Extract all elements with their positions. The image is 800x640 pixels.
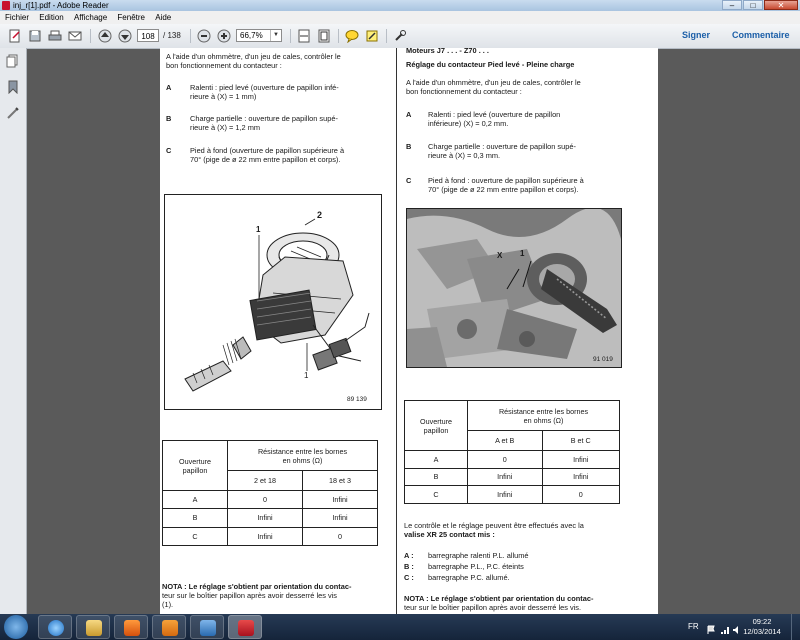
menu-aide[interactable]: Aide bbox=[155, 13, 172, 22]
table-row: B Infini Infini bbox=[405, 468, 620, 486]
table-header-col: Ouverture papillon bbox=[163, 441, 228, 491]
table-row: A 0 Infini bbox=[163, 491, 378, 509]
item-text: rieure à (X) = 1,2 mm bbox=[190, 123, 261, 132]
taskbar-app[interactable] bbox=[190, 615, 224, 639]
system-clock[interactable] bbox=[740, 617, 784, 637]
close-button[interactable]: ✕ bbox=[764, 0, 798, 10]
comment-button[interactable]: Commentaire bbox=[732, 30, 790, 40]
item-text: rieure à (X) = 0,3 mm. bbox=[428, 151, 501, 160]
bookmarks-icon[interactable] bbox=[6, 80, 20, 94]
toolbar bbox=[0, 24, 800, 49]
start-button[interactable] bbox=[4, 615, 28, 639]
print-icon[interactable] bbox=[48, 29, 62, 43]
photo-label-x: X bbox=[497, 251, 503, 260]
table-row: B Infini Infini bbox=[163, 509, 378, 527]
outlook-icon bbox=[162, 620, 178, 636]
taskbar-adobe-reader[interactable] bbox=[228, 615, 262, 639]
photo-ref: 91 019 bbox=[593, 356, 613, 363]
page-number-input[interactable]: 108 bbox=[137, 29, 159, 42]
bar-letter: A : bbox=[404, 551, 414, 560]
item-text: Ralenti : pied levé (ouverture de papillon infé- bbox=[190, 83, 339, 92]
photo-label-1: 1 bbox=[520, 249, 525, 258]
bar-text: barregraphe ralenti P.L. allumé bbox=[428, 551, 529, 560]
fit-page-icon[interactable] bbox=[317, 29, 331, 43]
page-total: / 138 bbox=[163, 31, 181, 40]
save-icon[interactable] bbox=[28, 29, 42, 43]
app-icon bbox=[200, 620, 216, 636]
create-icon[interactable] bbox=[8, 29, 22, 43]
item-letter: B bbox=[406, 142, 412, 151]
taskbar-explorer[interactable] bbox=[76, 615, 110, 639]
signatures-icon[interactable] bbox=[6, 106, 20, 120]
check-line: Le contrôle et le réglage peuvent être effectués avec la bbox=[404, 521, 584, 530]
item-letter: B bbox=[166, 114, 172, 123]
item-text: inférieure) (X) = 0,2 mm. bbox=[428, 119, 509, 128]
engine-photo bbox=[407, 209, 621, 367]
fit-width-icon[interactable] bbox=[297, 29, 311, 43]
table-row: C Infini 0 bbox=[163, 527, 378, 545]
email-icon[interactable] bbox=[68, 29, 82, 43]
clock-time: 09:22 bbox=[752, 617, 772, 626]
figure-ref: 89 139 bbox=[347, 396, 367, 403]
resistance-table-left bbox=[162, 440, 378, 546]
item-letter: C bbox=[406, 176, 412, 185]
show-desktop-button[interactable] bbox=[791, 614, 800, 640]
highlight-icon[interactable] bbox=[365, 29, 379, 43]
adobe-reader-icon bbox=[2, 1, 10, 10]
table-header-span: Résistance entre les bornes en ohms (Ω) bbox=[468, 401, 620, 431]
table-row: A 0 Infini bbox=[405, 451, 620, 469]
taskbar-outlook[interactable] bbox=[152, 615, 186, 639]
next-page-icon[interactable] bbox=[118, 29, 132, 43]
note-line: teur sur le boîtier papillon après avoir desserré les vis. bbox=[404, 603, 582, 612]
media-player-icon bbox=[124, 620, 140, 636]
taskbar bbox=[0, 614, 800, 640]
sign-button[interactable]: Signer bbox=[682, 30, 711, 40]
window-controls bbox=[722, 0, 798, 11]
table-subheader: 18 et 3 bbox=[303, 471, 378, 491]
adobe-reader-icon bbox=[238, 620, 254, 636]
section-subtitle: Réglage du contacteur Pied levé - Pleine charge bbox=[406, 60, 575, 69]
taskbar-ie[interactable] bbox=[38, 615, 72, 639]
throttle-body-figure bbox=[164, 194, 382, 410]
item-text: rieure à (X) = 1 mm) bbox=[190, 92, 257, 101]
menu-affichage[interactable]: Affichage bbox=[73, 13, 108, 22]
intro-line: bon fonctionnement du contacteur : bbox=[166, 61, 282, 70]
window-title: inj_r[1].pdf - Adobe Reader bbox=[13, 1, 109, 10]
zoom-in-icon[interactable] bbox=[217, 29, 231, 43]
minimize-button[interactable]: – bbox=[722, 0, 742, 10]
item-letter: A bbox=[406, 110, 412, 119]
intro-line: A l'aide d'un ohmmètre, d'un jeu de cales, contrôler le bbox=[166, 52, 341, 61]
table-row: C Infini 0 bbox=[405, 486, 620, 504]
language-indicator[interactable]: FR bbox=[688, 622, 699, 631]
previous-page-icon[interactable] bbox=[98, 29, 112, 43]
table-subheader: A et B bbox=[468, 431, 543, 451]
zoom-select[interactable] bbox=[236, 29, 282, 42]
note-line: teur sur le boîtier papillon après avoir desserré les vis bbox=[162, 591, 337, 600]
item-letter: A bbox=[166, 83, 172, 92]
item-text: Ralenti : pied levé (ouverture de papillon bbox=[428, 110, 561, 119]
figure-label-2: 2 bbox=[317, 210, 323, 220]
throttle-body-drawing bbox=[165, 195, 381, 409]
intro-line: bon fonctionnement du contacteur : bbox=[406, 87, 522, 96]
menu-edition[interactable]: Edition bbox=[39, 13, 64, 22]
item-text: 70° (pige de ø 22 mm entre papillon et corps). bbox=[190, 155, 341, 164]
item-text: Charge partielle : ouverture de papillon supé- bbox=[428, 142, 576, 151]
maximize-button[interactable]: □ bbox=[743, 0, 763, 10]
note-line: (1). bbox=[162, 600, 174, 609]
menu-fenetre[interactable]: Fenêtre bbox=[117, 13, 145, 22]
item-text: Charge partielle : ouverture de papillon supé- bbox=[190, 114, 338, 123]
bar-letter: B : bbox=[404, 562, 414, 571]
pdf-page bbox=[160, 48, 658, 614]
comment-bubble-icon[interactable] bbox=[345, 29, 359, 43]
internet-explorer-icon bbox=[48, 620, 64, 636]
navigation-pane bbox=[0, 48, 27, 614]
zoom-out-icon[interactable] bbox=[197, 29, 211, 43]
intro-line: A l'aide d'un ohmmètre, d'un jeu de cales, contrôler le bbox=[406, 78, 581, 87]
engine-photo-figure bbox=[406, 208, 622, 368]
page-thumbnails-icon[interactable] bbox=[6, 54, 20, 68]
menu-bar bbox=[0, 11, 800, 25]
resistance-table-right bbox=[404, 400, 620, 504]
note-line: NOTA : Le réglage s'obtient par orientation du contac- bbox=[162, 582, 352, 591]
item-letter: C bbox=[166, 146, 172, 155]
item-text: Pied à fond (ouverture de papillon supérieure à bbox=[190, 146, 345, 155]
item-text: 70° (pige de ø 22 mm entre papillon et corps). bbox=[428, 185, 579, 194]
tools-icon[interactable] bbox=[393, 29, 407, 43]
network-icon[interactable] bbox=[720, 622, 730, 632]
title-bar bbox=[0, 0, 800, 11]
bar-letter: C : bbox=[404, 573, 414, 582]
bar-text: barregraphe P.C. allumé. bbox=[428, 573, 510, 582]
clock-date: 12/03/2014 bbox=[743, 627, 781, 636]
folder-icon bbox=[86, 620, 102, 636]
bar-text: barregraphe P.L., P.C. éteints bbox=[428, 562, 524, 571]
menu-fichier[interactable]: Fichier bbox=[5, 13, 30, 22]
check-line: valise XR 25 contact mis : bbox=[404, 530, 495, 539]
taskbar-media-player[interactable] bbox=[114, 615, 148, 639]
table-header-col: Ouverture papillon bbox=[405, 401, 468, 451]
section-header: Moteurs J7 . . . - Z70 . . . bbox=[406, 48, 489, 55]
chevron-down-icon[interactable]: ▼ bbox=[270, 30, 281, 41]
figure-label-1b: 1 bbox=[304, 371, 309, 380]
column-divider bbox=[396, 48, 397, 614]
note-line: NOTA : Le réglage s'obtient par orientation du contac- bbox=[404, 594, 594, 603]
figure-label-1: 1 bbox=[256, 225, 261, 234]
zoom-value: 66,7% bbox=[240, 31, 263, 40]
item-text: Pied à fond : ouverture de papillon supérieure à bbox=[428, 176, 584, 185]
tray-flag-icon[interactable] bbox=[706, 622, 716, 632]
table-subheader: B et C bbox=[542, 431, 619, 451]
table-header-span: Résistance entre les bornes en ohms (Ω) bbox=[228, 441, 378, 471]
table-subheader: 2 et 18 bbox=[228, 471, 303, 491]
